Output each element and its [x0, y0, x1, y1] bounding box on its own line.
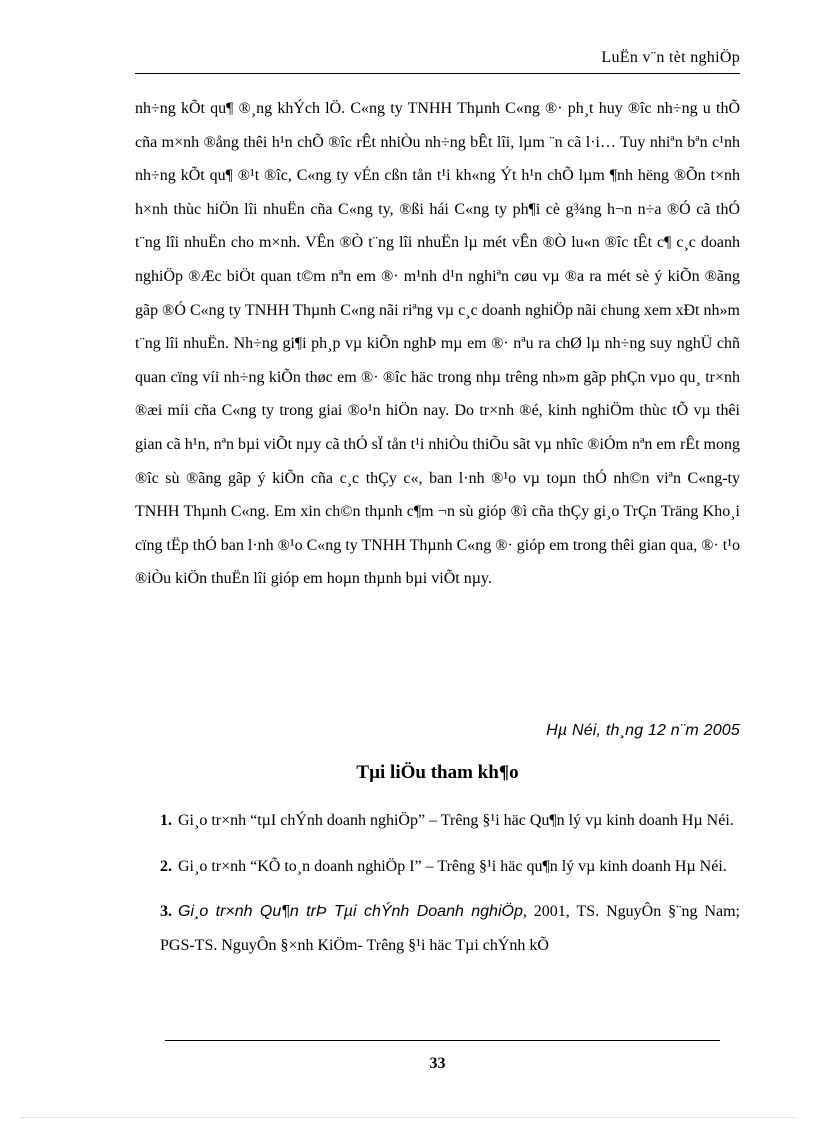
- reference-italic-title: Gi¸o tr×nh Qu¶n trÞ Tµi chÝnh Doanh nghiÖp: [178, 903, 523, 921]
- footer-divider: [165, 1040, 720, 1041]
- place-date: Hµ Néi, th¸ng 12 n¨m 2005: [546, 722, 740, 739]
- reference-text: Gi¸o tr×nh “tµI chÝnh doanh nghiÖp” – Trêng §¹i häc Qu¶n lý vµ kinh doanh Hµ Néi.: [178, 812, 734, 829]
- page-number: 33: [429, 1055, 446, 1072]
- references-title: Tµi liÖu tham kh¶o: [356, 762, 519, 783]
- reference-item: [160, 895, 740, 962]
- references-list: [160, 804, 740, 974]
- reference-number: 3.: [160, 903, 172, 921]
- header-title: LuËn v¨n tèt nghiÖp: [601, 49, 740, 66]
- reference-text: Gi¸o tr×nh “KÕ to¸n doanh nghiÖp I” – Trêng §¹i häc qu¶n lý vµ kinh doanh Hµ Néi.: [178, 857, 727, 875]
- body-paragraph: nh÷ng kÕt qu¶ ®¸ng khÝch lÖ. C«ng ty TNHH Thµnh C«ng ®· ph¸t huy ®îc nh÷ng u thÕ cña m×nh ®ång thêi h¹n chÕ ®îc rÊt nhiÒu nh÷ng bÊt lîi, lµm ¨n cã l·i… Tuy nhiªn bªn c¹nh nh÷ng kÕt qu¶ ®¹t ®îc, C«ng ty vÉn cßn tån t¹i kh«ng Ýt h¹n chÕ lµm ¶nh hëng ®Õn t×nh h×nh thùc hiÖn lîi nhuËn cña C«ng ty, ®ßi hái C«ng ty ph¶i cè g¾ng h¬n n÷a ®Ó cã thÓ t¨ng lîi nhuËn cho m×nh. VÊn ®Ò t¨ng lîi nhuËn lµ mét vÊn ®Ò lu«n ®îc tÊt c¶ c¸c doanh nghiÖp ®Æc biÖt quan t©m nªn em ®· m¹nh d¹n nghiªn cøu vµ ®a ra mét sè ý kiÕn ®ãng gãp ®Ó C«ng ty TNHH Thµnh C«ng nãi riªng vµ c¸c doanh nghiÖp nãi chung xem xÐt nh»m t¨ng lîi nhuËn. Nh÷ng gi¶i ph¸p vµ kiÕn nghÞ mµ em ®· nªu ra chØ lµ nh÷ng suy nghÜ chñ quan cïng víi nh÷ng kiÕn thøc em ®· ®îc häc trong nhµ trêng nh»m gãp phÇn vµo qu¸ tr×nh ®æi míi cña C«ng ty trong giai ®o¹n hiÖn nay. Do tr×nh ®é, kinh nghiÖm thùc tÕ vµ thêi gian cã h¹n, nªn bµi viÕt nµy cã thÓ sÏ tån t¹i nhiÒu thiÕu sãt vµ nhîc ®iÓm nªn em rÊt mong ®îc sù ®ãng gãp ý kiÕn cña c¸c thÇy c«, ban l·nh ®¹o vµ toµn thÓ nh©n viªn C«ng-ty TNHH Thµnh C«ng. Em xin ch©n thµnh c¶m ¬n sù gióp ®ì cña thÇy gi¸o TrÇn Träng Kho¸i cïng tËp thÓ ban l·nh ®¹o C«ng ty TNHH Thµnh C«ng ®· gióp em trong thêi gian qua, ®· t¹o ®iÒu kiÖn thuËn lîi gióp em hoµn thµnh bµi viÕt nµy.: [135, 100, 740, 588]
- page-bottom-edge: [20, 1117, 796, 1118]
- reference-number: 2.: [160, 857, 172, 875]
- reference-item: [160, 850, 740, 884]
- reference-text: , 2001, TS. NguyÔn §¨ng Nam; PGS-TS. NguyÔn §×nh KiÖm- Trêng §¹i häc Tµi chÝnh kÕ: [160, 903, 740, 954]
- page-header: [135, 47, 740, 74]
- reference-item: [160, 804, 740, 838]
- reference-number: 1.: [160, 812, 172, 829]
